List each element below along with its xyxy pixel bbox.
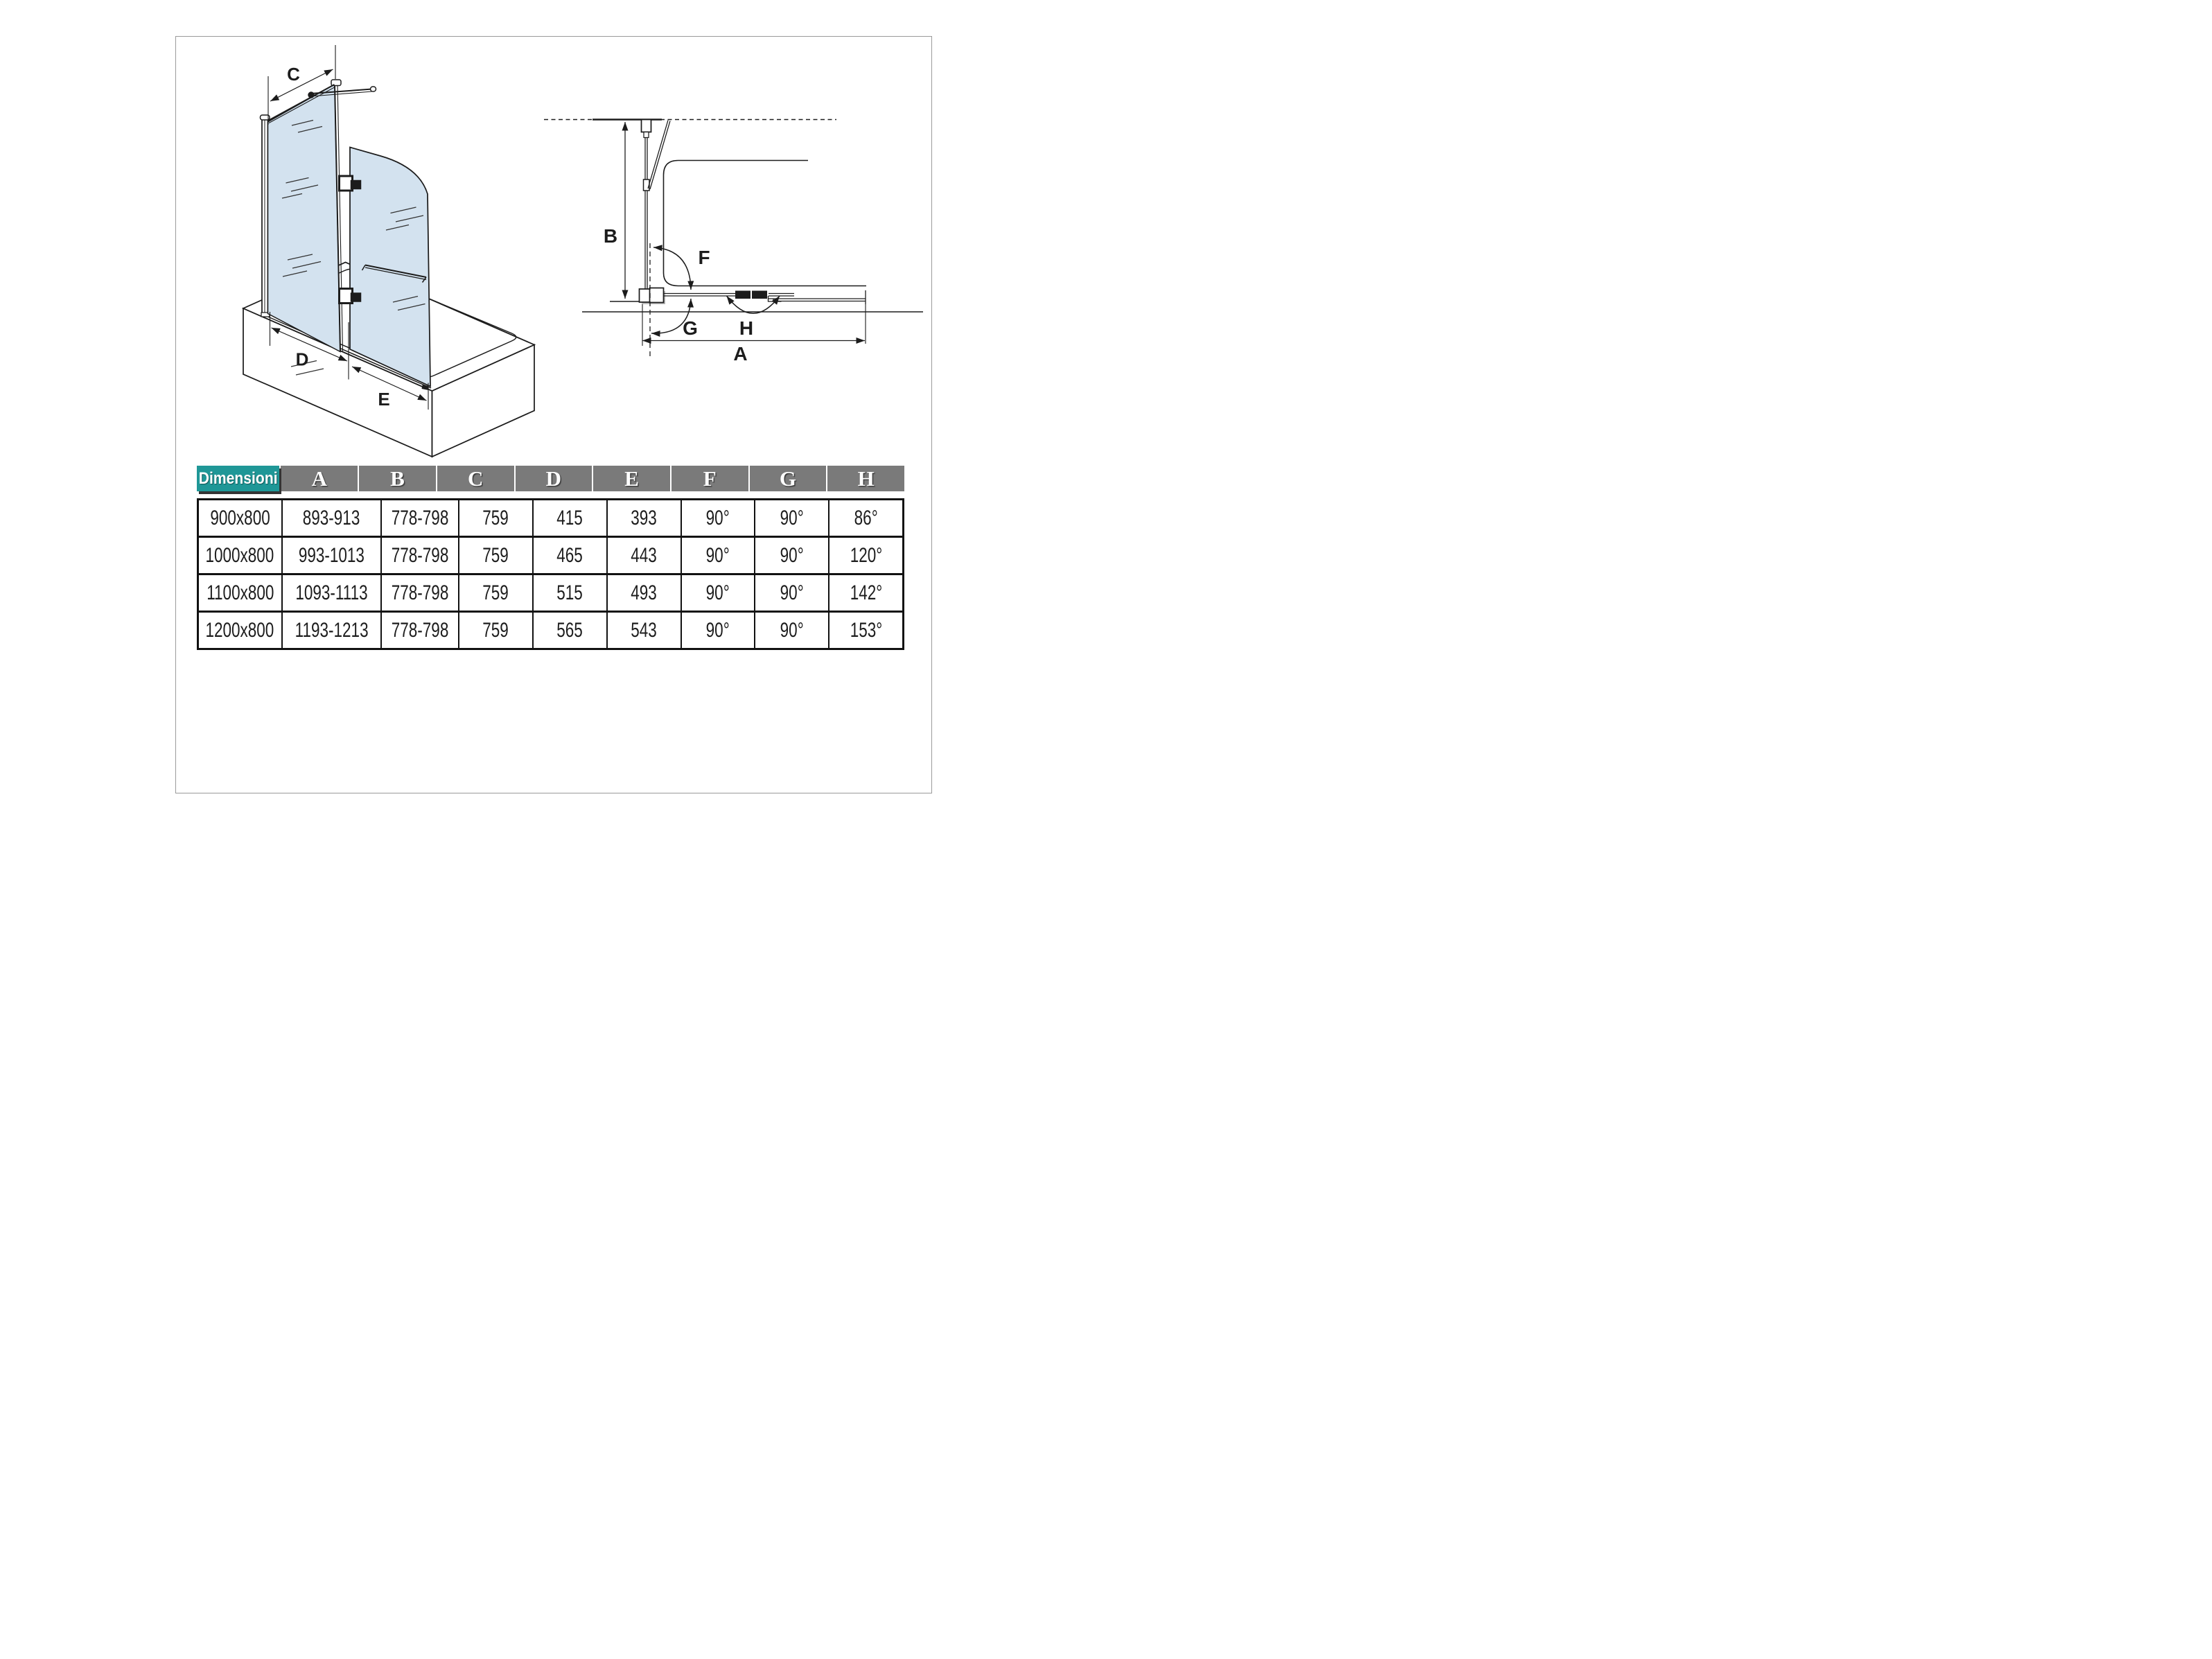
ball-joint bbox=[308, 92, 315, 98]
cell-b: 778-798 bbox=[380, 611, 458, 648]
cell-d: 565 bbox=[532, 611, 606, 648]
bath-outline bbox=[582, 161, 923, 313]
cell-e: 443 bbox=[606, 536, 681, 573]
cell-f: 90° bbox=[681, 536, 755, 573]
row-size: 900x800 bbox=[199, 500, 281, 536]
cell-f: 90° bbox=[681, 611, 755, 648]
cell-b: 778-798 bbox=[380, 536, 458, 573]
cell-g: 90° bbox=[754, 536, 828, 573]
cell-h: 153° bbox=[828, 611, 902, 648]
cell-f: 90° bbox=[681, 573, 755, 611]
column-header-g: G bbox=[748, 466, 827, 491]
row-size: 1100x800 bbox=[199, 573, 281, 611]
cell-a: 893-913 bbox=[281, 500, 380, 536]
label-d: D bbox=[295, 349, 309, 370]
table-header-row bbox=[197, 466, 904, 491]
folding-angles-plan-diagram bbox=[541, 87, 936, 402]
cell-g: 90° bbox=[754, 611, 828, 648]
column-header-c: C bbox=[436, 466, 514, 491]
cell-a: 1093-1113 bbox=[281, 573, 380, 611]
cell-c: 759 bbox=[458, 611, 532, 648]
row-size: 1000x800 bbox=[199, 536, 281, 573]
bathtub-screen-isometric-diagram bbox=[188, 38, 586, 475]
label-h: H bbox=[739, 317, 754, 339]
label-a: A bbox=[733, 343, 748, 365]
angle-arc-f bbox=[653, 247, 691, 290]
hinge-block bbox=[752, 291, 767, 299]
cell-c: 759 bbox=[458, 536, 532, 573]
cell-b: 778-798 bbox=[380, 573, 458, 611]
cell-e: 393 bbox=[606, 500, 681, 536]
cell-f: 90° bbox=[681, 500, 755, 536]
cell-c: 759 bbox=[458, 500, 532, 536]
label-b: B bbox=[603, 225, 618, 247]
cell-c: 759 bbox=[458, 573, 532, 611]
column-header-e: E bbox=[592, 466, 670, 491]
cell-h: 86° bbox=[828, 500, 902, 536]
cell-e: 493 bbox=[606, 573, 681, 611]
product-spec-page bbox=[175, 36, 932, 793]
label-f: F bbox=[698, 247, 710, 268]
wall-bracket bbox=[642, 120, 651, 132]
cell-b: 778-798 bbox=[380, 500, 458, 536]
cell-g: 90° bbox=[754, 500, 828, 536]
column-header-d: D bbox=[514, 466, 592, 491]
screen-panel-edge bbox=[642, 120, 671, 295]
cell-e: 543 bbox=[606, 611, 681, 648]
cell-d: 465 bbox=[532, 536, 606, 573]
row-size: 1200x800 bbox=[199, 611, 281, 648]
dimension-a bbox=[642, 304, 865, 346]
column-header-f: F bbox=[670, 466, 748, 491]
column-header-a: A bbox=[279, 466, 358, 491]
cell-d: 515 bbox=[532, 573, 606, 611]
cell-h: 120° bbox=[828, 536, 902, 573]
screenshot-stage bbox=[0, 0, 1106, 830]
fixed-glass-panel bbox=[268, 85, 341, 352]
label-g: G bbox=[683, 317, 698, 339]
table-header-dimensioni: Dimensioni bbox=[197, 466, 279, 491]
column-header-h: H bbox=[826, 466, 904, 491]
corner-pivot-block bbox=[640, 288, 666, 305]
bar-clamp bbox=[644, 179, 650, 191]
dimensions-table bbox=[197, 466, 904, 650]
cell-a: 993-1013 bbox=[281, 536, 380, 573]
label-c: C bbox=[287, 64, 300, 85]
door-glass-panel bbox=[350, 148, 430, 387]
label-e: E bbox=[378, 389, 390, 410]
cell-a: 1193-1213 bbox=[281, 611, 380, 648]
cell-d: 415 bbox=[532, 500, 606, 536]
hinge-block bbox=[735, 291, 750, 299]
column-header-b: B bbox=[358, 466, 436, 491]
cell-g: 90° bbox=[754, 573, 828, 611]
cell-h: 142° bbox=[828, 573, 902, 611]
table-body bbox=[197, 498, 904, 650]
